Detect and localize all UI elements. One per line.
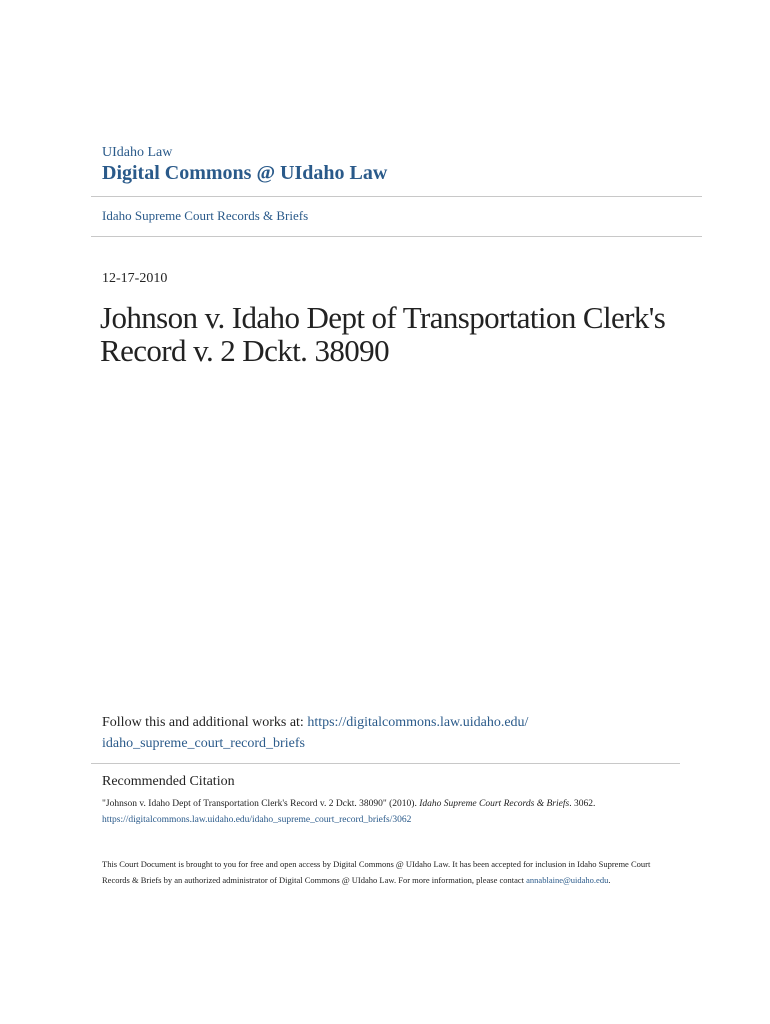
citation-url[interactable]: https://digitalcommons.law.uidaho.edu/idaho_supreme_court_record_briefs/3062: [102, 815, 412, 825]
follow-link-part2[interactable]: idaho_supreme_court_record_briefs: [102, 736, 305, 751]
institution-name[interactable]: UIdaho Law: [102, 145, 173, 160]
follow-link-part1[interactable]: https://digitalcommons.law.uidaho.edu/: [307, 715, 529, 730]
citation-quoted: "Johnson v. Idaho Dept of Transportation Clerk's Record v. 2 Dckt. 38090" (2010).: [102, 799, 420, 809]
notice-text: This Court Document is brought to you for free and open access by Digital Commons @ UIdaho Law. It has been accepted for inclusion in Idaho Supreme Court Records & Briefs by an authorized administrator of Digital Commons @ UIdaho Law. For more information, please contact: [102, 859, 651, 885]
citation-number: . 3062.: [569, 799, 596, 809]
notice-end: .: [608, 875, 611, 885]
divider-top: [91, 196, 702, 197]
citation-source: Idaho Supreme Court Records & Briefs: [419, 799, 570, 809]
divider-middle: [91, 236, 702, 237]
follow-prefix: Follow this and additional works at:: [102, 715, 308, 730]
document-date: 12-17-2010: [102, 271, 168, 286]
contact-email[interactable]: annablaine@uidaho.edu: [526, 875, 609, 885]
document-title: Johnson v. Idaho Dept of Transportation Clerk's Record v. 2 Dckt. 38090: [100, 300, 666, 368]
recommended-citation-heading: Recommended Citation: [102, 774, 235, 789]
collection-link[interactable]: Idaho Supreme Court Records & Briefs: [102, 208, 309, 223]
citation-text: [102, 796, 682, 828]
follow-works: [102, 712, 682, 754]
divider-bottom: [91, 763, 680, 764]
repository-name[interactable]: Digital Commons @ UIdaho Law: [102, 162, 388, 184]
access-notice: [102, 856, 662, 888]
